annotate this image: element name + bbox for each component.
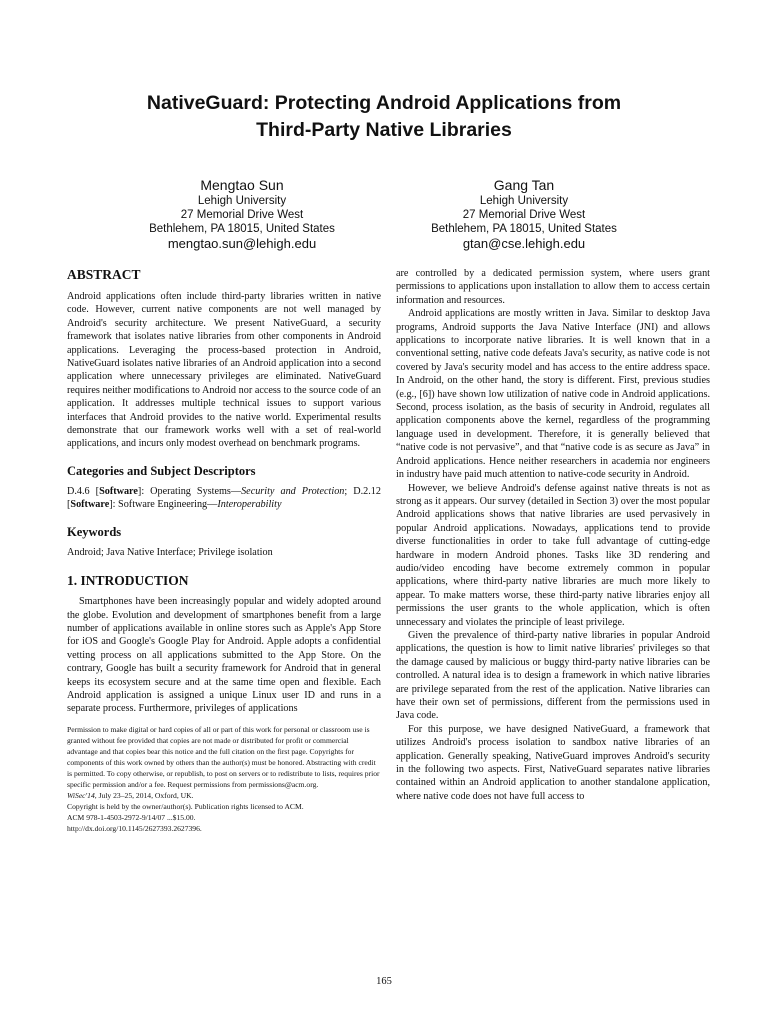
- keywords-heading: Keywords: [67, 524, 122, 539]
- author-email[interactable]: mengtao.sun@lehigh.edu: [167, 236, 317, 251]
- author-affiliation: Lehigh University: [197, 195, 287, 207]
- introduction-paragraph: Smartphones have been increasingly popular and widely adopted around the globe. Evolution and development of smartphones benefit from a large number of applications available in online stores such as Apple's App Store for iOS and Google's Google Play for Android. Apple adopts a confidential vetting process on all applications submitted to the App Store. On the contrary, Google has built a security framework for Android that in general keeps its ecosystem secure and at the same time open and flexible. Each Android application is assigned a unique Linux user ID and runs in a separate process. Furthermore, privileges of applications: [67, 596, 381, 715]
- author-address-1: 27 Memorial Drive West: [180, 209, 304, 221]
- category-code: ; D.2.12 [: [67, 485, 381, 511]
- venue-line: [67, 790, 381, 801]
- venue-name: WiSec'14,: [67, 790, 97, 800]
- category-mid: ]: Software Engineering—: [109, 499, 218, 511]
- category-bold: Software: [99, 485, 138, 497]
- doi-link[interactable]: http://dx.doi.org/10.1145/2627393.2627396.: [67, 823, 202, 833]
- paragraph: However, we believe Android's defense against native threats is not as strong as it appears. Our survey (detailed in Section 3) over the most popular Android applications shows that native libraries are used pervasively in popular Android applications. Nowadays, applications tend to provide diverse functionalities in order to take full advantage of cutting-edge hardware in modern Android phones. Tasks like 3D rendering and audio/video encoding have become extremely common in popular applications, where third-party native libraries are much more likely to appear. To make matters worse, these third-party native libraries enjoy all permissions the user grants to the whole application, which is often unnecessary and violates the principle of least privilege.: [396, 482, 710, 628]
- category-italic: Security and Protection: [241, 485, 345, 497]
- categories-text: [67, 485, 381, 512]
- author-address-2: Bethlehem, PA 18015, United States: [149, 223, 335, 235]
- keywords-text: Android; Java Native Interface; Privilege isolation: [67, 546, 273, 558]
- title-line-1: NativeGuard: Protecting Android Applications from: [146, 92, 622, 114]
- title-line-2: Third-Party Native Libraries: [256, 119, 512, 141]
- categories-heading: Categories and Subject Descriptors: [67, 463, 256, 478]
- paragraph: are controlled by a dedicated permission system, where users grant permissions to applications upon installation to allow them to access certain information and resources.: [396, 268, 710, 306]
- category-mid: ]: Operating Systems—: [137, 485, 242, 497]
- author-email[interactable]: gtan@cse.lehigh.edu: [462, 236, 586, 251]
- permission-notice: [67, 724, 381, 834]
- author-name: Mengtao Sun: [200, 177, 284, 193]
- paragraph: For this purpose, we have designed NativeGuard, a framework that utilizes Android's process isolation to sandbox native libraries of an application. Generally speaking, NativeGuard improves Android's security in the following two aspects. First, NativeGuard separates native libraries contained within an Android application to another standalone application, where native code does not have full access to: [396, 723, 710, 802]
- author-address-2: Bethlehem, PA 18015, United States: [431, 223, 617, 235]
- author-name: Gang Tan: [493, 177, 555, 193]
- paragraph: Given the prevalence of third-party native libraries in popular Android applications, the question is how to limit native libraries' privileges so that the damage caused by malicious or buggy third-party native libraries can be controlled. A natural idea is to design a framework in which native libraries are privilege separated from the rest of the application. Native libraries can have their own set of permissions, different from the permissions used in Java code.: [396, 629, 710, 722]
- author-address-1: 27 Memorial Drive West: [462, 209, 586, 221]
- abstract-text: Android applications often include third-party libraries written in native code. However, current native components are not well managed by Android's security architecture. We present NativeGuard, a security framework that isolates native libraries from other components in Android applications. Leveraging the process-based protection in Android, NativeGuard isolates native libraries of an Android application into a second application where unnecessary privileges are eliminated. NativeGuard requires neither modifications to Android nor access to the source code of an application. It addresses multiple technical issues to support various interfaces that Android provides to the native world. Experimental results demonstrate that our framework works well with a set of real-world applications, and incurs only modest overhead on benchmark programs.: [67, 291, 381, 450]
- page-number: 165: [376, 976, 392, 987]
- author-affiliation: Lehigh University: [479, 195, 569, 207]
- permission-text: Permission to make digital or hard copies of all or part of this work for personal or classroom use is granted without fee provided that copies are not made or distributed for profit or commercial advantage and that copies bear this notice and the full citation on the first page. Copyrights for components of this work owned by others than the author(s) must be honored. Abstracting with credit is permitted. To copy otherwise, or republish, to post on servers or to redistribute to lists, requires prior specific permission and/or a fee. Request permissions from permissions@acm.org.: [67, 724, 380, 789]
- author-block-2: [384, 176, 664, 252]
- category-italic: Interoperability: [217, 499, 282, 511]
- venue-details: July 23–25, 2014, Oxford, UK.: [96, 790, 194, 800]
- paper-title: [60, 90, 708, 144]
- category-bold: Software: [70, 499, 110, 511]
- isbn-line: ACM 978-1-4503-2972-9/14/07 ...$15.00.: [67, 812, 196, 822]
- author-block-1: [102, 176, 382, 252]
- paragraph: Android applications are mostly written in Java. Similar to desktop Java programs, Android supports the Java Native Interface (JNI) and allows applications to incorporate native libraries. It is well known that in a conventional setting, native code defeats Java's security, as native code is not covered by Java's security model and has access to the entire address space. In Android, on the other hand, the story is different. First, previous studies (e.g., [6]) have shown low utilization of native code in Android applications. Second, process isolation, as the basis of security in Android, regulates all application components above the kernel, regardless of the programming language used in development. Therefore, it is generally believed that “native code is not pervasive”, and that “native code is as secure as Java” in Android applications. Hence neither researchers in academia nor engineers in industry have paid much attention to native-code security in Android.: [396, 308, 710, 481]
- category-code: D.4.6 [: [67, 485, 100, 497]
- copyright-line: Copyright is held by the owner/author(s). Publication rights licensed to ACM.: [67, 801, 304, 811]
- abstract-heading: ABSTRACT: [67, 267, 141, 282]
- left-column: [67, 262, 381, 834]
- introduction-heading: 1. INTRODUCTION: [67, 573, 189, 589]
- right-column: [396, 267, 710, 803]
